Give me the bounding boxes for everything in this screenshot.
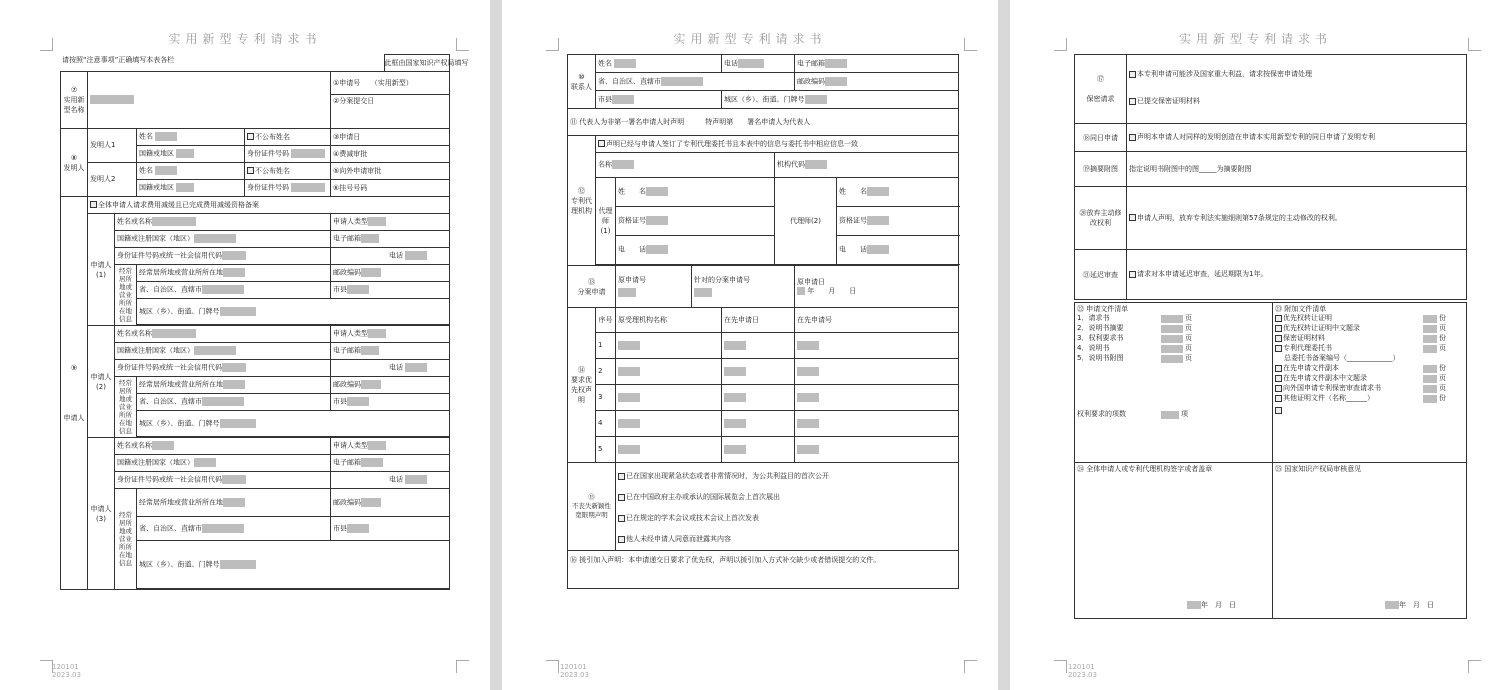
- applicant-1-email[interactable]: 电子邮箱: [331, 231, 450, 248]
- checkbox-icon[interactable]: [618, 473, 625, 480]
- applicant-3-prov[interactable]: 省、自治区、直辖市: [137, 517, 331, 541]
- priority-row: 5: [568, 437, 959, 463]
- applicant-1-res-label: 经常居所地或营业所所在地信息: [115, 265, 137, 326]
- section-8-label: ⑧ 发明人: [61, 129, 88, 197]
- priority-row: 3: [568, 385, 959, 411]
- applicant-2-tel[interactable]: 电话: [331, 360, 450, 377]
- inventor-1-no-public[interactable]: 不公布姓名: [245, 129, 331, 146]
- document-list: ㉒ 申请文件清单 1．请求书 2．说明书摘要 3．权利要求书 4．说明书 5．说明书附图 页 页 页 页 页 权利要求的项数 项: [1075, 303, 1273, 463]
- checkbox-icon[interactable]: [618, 536, 625, 543]
- checkbox-icon[interactable]: [90, 201, 97, 208]
- checkbox-icon[interactable]: [618, 494, 625, 501]
- application-date: ③申请日: [331, 129, 450, 146]
- checkbox-icon: [1275, 315, 1282, 322]
- section-13-label: ⑬ 分案申请: [568, 266, 616, 308]
- applicant-2-prov[interactable]: 省、自治区、直辖市: [137, 394, 331, 411]
- applicant-3-country[interactable]: 国籍或注册国家（地区）: [115, 455, 331, 472]
- fee-reduction-approval: ④费减审批: [331, 146, 450, 163]
- footer-code: 120101: [52, 663, 79, 671]
- application-number: ①申请号 （实用新型）: [331, 72, 450, 95]
- checkbox-icon[interactable]: [1129, 214, 1136, 221]
- checkbox-icon: [1275, 385, 1282, 392]
- claims-count-label: 权利要求的项数: [1077, 410, 1126, 418]
- signature-date: 年 月 日: [1187, 601, 1236, 610]
- registered-number: ⑥挂号号码: [331, 180, 450, 197]
- footer-date: 2023.03: [560, 671, 589, 679]
- applicant-1-district[interactable]: 城区（乡）、街道、门牌号: [137, 299, 450, 325]
- divisional-submission-date: ②分案提交日: [331, 95, 450, 129]
- fill-note: 请按照“注意事项”正确填写本表各栏: [62, 56, 175, 64]
- inventor-2-name[interactable]: 姓名: [137, 163, 245, 180]
- priority-row: 1: [568, 333, 959, 359]
- secrecy-options: 本专利申请可能涉及国家重大利益，请求按保密申请处理 已提交保密证明材料: [1127, 55, 1467, 124]
- add-item[interactable]: 向外国申请专利保密审查请求书: [1275, 384, 1381, 393]
- doc-item: 5．说明书附图: [1077, 354, 1124, 362]
- applicant-3-city[interactable]: 市县: [331, 517, 450, 541]
- agent-2-name[interactable]: 姓 名: [837, 178, 959, 207]
- crop-mark: [964, 660, 977, 673]
- representative-declaration: ⑪ 代表人为非第一署名申请人时声明 特声明第 署名申请人为代表人: [568, 109, 959, 136]
- applicant-1-city[interactable]: 市县: [331, 282, 450, 299]
- applicant-3-email[interactable]: 电子邮箱: [331, 455, 450, 472]
- section-9-label: ⑨ 申请人: [61, 197, 88, 590]
- form-table-p1-main: [60, 71, 450, 590]
- crop-mark: [40, 38, 53, 51]
- grace-period-options: 已在国家出现紧急状态或者非常情况时，为公共利益目的首次公开 已在中国政府主办或承认的国际展览会上首次展出 已在规定的学术会议或技术会议上首次发表 他人未经申请人同意而泄露其内容: [616, 463, 959, 551]
- section-20-label: ⑳放弃主动修改权利: [1075, 187, 1127, 250]
- inventor-2-label: 发明人2: [88, 163, 137, 197]
- checkbox-icon[interactable]: [1129, 71, 1136, 78]
- checkbox-icon[interactable]: [598, 140, 605, 147]
- page-title: 实用新型专利请求书: [168, 32, 322, 46]
- section-21-label: ㉑延迟审查: [1075, 250, 1127, 300]
- section-10-label: ⑩ 联系人: [568, 55, 596, 109]
- doc-item: 4．说明书: [1077, 344, 1110, 352]
- foreign-filing-approval: ⑤向外申请审批: [331, 163, 450, 180]
- applicant-3-district[interactable]: 城区（乡）、街道、门牌号: [137, 541, 450, 589]
- contact-zip[interactable]: 邮政编码: [795, 73, 959, 91]
- section-14-label: ⑭ 要求优先权声明: [568, 308, 596, 463]
- inventor-1-idno[interactable]: 身份证件号码: [245, 146, 331, 163]
- sequence-header: 序号: [596, 308, 616, 333]
- form-page-3: [1010, 0, 1501, 690]
- original-application-number[interactable]: 原申请号: [616, 266, 692, 308]
- form-table-p3-top: [1074, 54, 1467, 300]
- checkbox-icon[interactable]: [247, 167, 254, 174]
- checkbox-icon: [1275, 325, 1282, 332]
- applicant-3-name[interactable]: 姓名或名称: [115, 438, 331, 455]
- target-divisional-number[interactable]: 针对的分案申请号: [692, 266, 795, 308]
- applicant-3-zip[interactable]: 邮政编码: [331, 489, 450, 517]
- form-page-1: [0, 0, 490, 690]
- crop-mark: [546, 38, 559, 51]
- agency-name[interactable]: 名称: [596, 153, 775, 178]
- redaction: [90, 95, 134, 104]
- delayed-examination[interactable]: 请求对本申请延迟审查，延迟期限为1年。: [1127, 250, 1467, 300]
- crop-mark: [456, 38, 469, 51]
- contact-district[interactable]: 城区（乡）、街道、门牌号: [722, 91, 959, 109]
- section-19-label: ⑲摘要附图: [1075, 152, 1127, 187]
- applicant-2-res[interactable]: 经常居所地或营业所所在地: [137, 377, 331, 394]
- agency-code[interactable]: 机构代码: [775, 153, 959, 178]
- inventor-2-idno[interactable]: 身份证件号码: [245, 180, 331, 197]
- applicant-2-name[interactable]: 姓名或名称: [115, 326, 331, 343]
- agent-2-label: 代理师(2): [775, 178, 837, 265]
- applicant-3-id[interactable]: 身份证件号码或统一社会信用代码: [115, 472, 331, 489]
- applicant-2-district[interactable]: 城区（乡）、街道、门牌号: [137, 411, 450, 437]
- applicant-2-country[interactable]: 国籍或注册国家（地区）: [115, 343, 331, 360]
- applicant-1-name[interactable]: 姓名或名称: [115, 214, 331, 231]
- section-12-label: ⑫ 专利代理机构: [568, 136, 596, 266]
- contact-email[interactable]: 电子邮箱: [795, 55, 959, 73]
- footer-date: 2023.03: [1068, 671, 1097, 679]
- applicant-2-type[interactable]: 申请人类型: [331, 326, 450, 343]
- applicant-2-res-label: 经常居所地或营业所所在地信息: [115, 377, 137, 438]
- page-title: 实用新型专利请求书: [1178, 32, 1332, 46]
- footer-code: 120101: [1068, 663, 1095, 671]
- waive-amendment[interactable]: 申请人声明，放弃专利法实施细则第57条规定的主动修改的权利。: [1127, 187, 1467, 250]
- applicant-2-id[interactable]: 身份证件号码或统一社会信用代码: [115, 360, 331, 377]
- checkbox-icon[interactable]: [1129, 98, 1136, 105]
- checkbox-icon: [1275, 407, 1282, 414]
- form-page-2: [502, 0, 998, 690]
- crop-mark: [1468, 38, 1481, 51]
- priority-date-header: 在先申请日: [722, 308, 795, 333]
- checkbox-icon: [1275, 365, 1282, 372]
- additional-documents-title: ㉓ 附加文件清单: [1275, 305, 1327, 313]
- agent-2-tel[interactable]: 电 话: [837, 236, 959, 265]
- doc-item: 1．请求书: [1077, 314, 1110, 322]
- applicant-3-type[interactable]: 申请人类型: [331, 438, 450, 455]
- checkbox-icon: [1275, 335, 1282, 342]
- agent-1-cert[interactable]: 资格证号: [616, 207, 775, 236]
- add-item[interactable]: 在先申请文件副本中文题录: [1275, 374, 1367, 383]
- add-item-extra[interactable]: [1275, 406, 1283, 415]
- applicant-3-res-label: 经常居所地或营业所所在地信息: [115, 489, 137, 590]
- checkbox-icon[interactable]: [1129, 271, 1136, 278]
- section-7-label: ⑦ 实用新型名称: [61, 72, 88, 129]
- utility-model-name-field[interactable]: [88, 72, 331, 129]
- additional-documents: ㉓ 附加文件清单 优先权转让证明 优先权转让证明中文题录 保密证明材料 专利代理委托书 总委托书备案编号（_____________） 在先申请文件副本 在先申请文件副本中文题录 向外国申请专利保密审查请求书 其他证明文件（名称______） 份 页 份 页 份 页 页 份: [1273, 303, 1467, 463]
- applicant-3-tel[interactable]: 电话: [331, 472, 450, 489]
- inventor-1-nation[interactable]: 国籍或地区: [137, 146, 245, 163]
- crop-mark: [1468, 660, 1481, 673]
- add-item[interactable]: 在先申请文件副本: [1275, 364, 1339, 373]
- crop-mark: [964, 38, 977, 51]
- applicant-2-email[interactable]: 电子邮箱: [331, 343, 450, 360]
- contact-tel[interactable]: 电话: [722, 55, 795, 73]
- incorporation-by-reference: ⑯ 援引加入声明：本申请递交日要求了优先权，声明以援引加入方式补交缺少或者错误提交的文件。: [568, 551, 959, 589]
- inventor-2-no-public[interactable]: 不公布姓名: [245, 163, 331, 180]
- signature-label: ㉔ 全体申请人或专利代理机构签字或者盖章: [1077, 465, 1213, 473]
- section-17-label: ⑰ 保密请求: [1075, 55, 1127, 124]
- same-day-declaration[interactable]: 声明本申请人对同样的发明创造在申请本实用新型专利的同日申请了发明专利: [1127, 124, 1467, 152]
- add-item[interactable]: 其他证明文件（名称______）: [1275, 394, 1374, 403]
- inventor-2-nation[interactable]: 国籍或地区: [137, 180, 245, 197]
- form-table-p1: [60, 54, 469, 72]
- applicant-1-res[interactable]: 经常居所地或营业所所在地: [137, 265, 331, 282]
- applicant-1-zip[interactable]: 邮政编码: [331, 265, 450, 282]
- crop-mark: [456, 660, 469, 673]
- applicant-2-label: 申请人(2): [88, 326, 115, 438]
- page-title: 实用新型专利请求书: [673, 32, 827, 46]
- office-note: 此框由国家知识产权局填写: [384, 58, 469, 67]
- form-table-p3-bottom: [1074, 302, 1467, 619]
- add-item[interactable]: 保密证明材料: [1275, 334, 1325, 343]
- checkbox-icon[interactable]: [1129, 134, 1136, 141]
- section-15-label: ⑮ 不丧失新颖性宽限期声明: [568, 463, 616, 551]
- agent-2-cert[interactable]: 资格证号: [837, 207, 959, 236]
- agent-1-label: 代理师(1): [596, 178, 616, 265]
- crop-mark: [1054, 38, 1067, 51]
- crop-mark: [1054, 660, 1067, 673]
- agency-declaration-checkbox[interactable]: 声明已经与申请人签订了专利代理委托书且本表中的信息与委托书中相应信息一致: [596, 136, 959, 153]
- priority-number-header: 在先申请号: [795, 308, 959, 333]
- crop-mark: [546, 660, 559, 673]
- fee-reduction-checkbox[interactable]: 全体申请人请求费用减缓且已完成费用减缓资格备案: [88, 197, 450, 214]
- add-item: 总委托书备案编号（_____________）: [1284, 354, 1400, 362]
- add-item[interactable]: 优先权转让证明中文题录: [1275, 324, 1360, 333]
- applicant-1-id[interactable]: 身份证件号码或统一社会信用代码: [115, 248, 331, 265]
- applicant-2-zip[interactable]: 邮政编码: [331, 377, 450, 394]
- contact-city[interactable]: 市县: [596, 91, 722, 109]
- applicant-1-tel[interactable]: 电话: [331, 248, 450, 265]
- applicant-3-label: 申请人(3): [88, 438, 115, 590]
- checkbox-icon: [1275, 345, 1282, 352]
- agent-1-tel[interactable]: 电 话: [616, 236, 775, 265]
- section-18-label: ⑱同日申请: [1075, 124, 1127, 152]
- checkbox-icon: [1275, 375, 1282, 382]
- applicant-1-prov[interactable]: 省、自治区、直辖市: [137, 282, 331, 299]
- doc-item: 3．权利要求书: [1077, 334, 1124, 342]
- applicant-1-type[interactable]: 申请人类型: [331, 214, 450, 231]
- applicant-2-city[interactable]: 市县: [331, 394, 450, 411]
- agent-1-name[interactable]: 姓 名: [616, 178, 775, 207]
- original-application-date[interactable]: 原申请日 年 月 日: [795, 266, 959, 308]
- office-header: 原受理机构名称: [616, 308, 722, 333]
- document-list-title: ㉒ 申请文件清单: [1077, 305, 1129, 313]
- inventor-1-label: 发明人1: [88, 129, 137, 163]
- doc-item: 2．说明书摘要: [1077, 324, 1124, 332]
- contact-prov[interactable]: 省、自治区、直辖市: [596, 73, 795, 91]
- applicant-1-label: 申请人(1): [88, 214, 115, 326]
- inventor-1-name[interactable]: 姓名: [137, 129, 245, 146]
- applicant-3-res[interactable]: 经常居所地或营业所所在地: [137, 489, 331, 517]
- checkbox-icon[interactable]: [618, 515, 625, 522]
- footer-date: 2023.03: [52, 671, 81, 679]
- checkbox-icon[interactable]: [247, 133, 254, 140]
- add-item[interactable]: 优先权转让证明: [1275, 314, 1332, 323]
- form-table-p2: [567, 54, 959, 589]
- footer-code: 120101: [560, 663, 587, 671]
- office-opinion-date: 年 月 日: [1385, 601, 1434, 610]
- applicant-1-country[interactable]: 国籍或注册国家（地区）: [115, 231, 331, 248]
- signature-area[interactable]: [1075, 463, 1273, 619]
- checkbox-icon: [1275, 395, 1282, 402]
- contact-name[interactable]: 姓名: [596, 55, 722, 73]
- office-opinion-label: ㉕ 国家知识产权局审核意见: [1275, 465, 1362, 473]
- abstract-drawing[interactable]: 指定说明书附图中的图_____为摘要附图: [1127, 152, 1467, 187]
- priority-row: 4: [568, 411, 959, 437]
- priority-row: 2: [568, 359, 959, 385]
- office-opinion-area: [1273, 463, 1467, 619]
- add-item[interactable]: 专利代理委托书: [1275, 344, 1332, 353]
